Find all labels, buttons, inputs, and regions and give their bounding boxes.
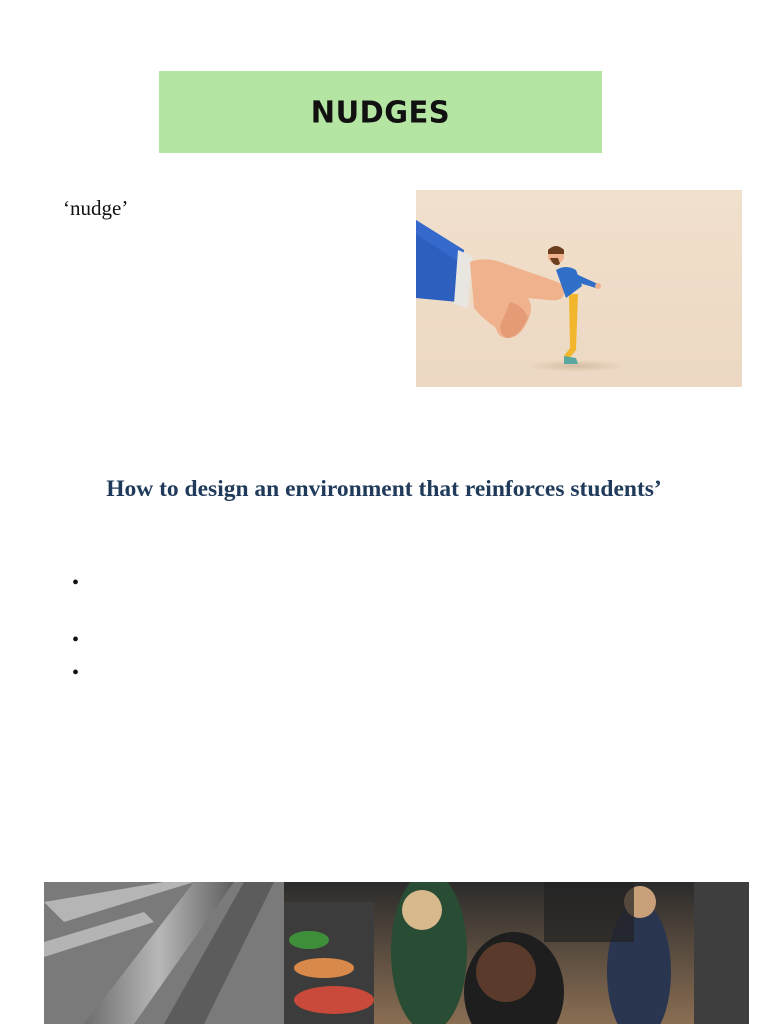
bullet-1: • xyxy=(72,572,80,594)
bullet-3: • xyxy=(72,662,80,684)
nudge-illustration xyxy=(416,190,742,387)
title-banner xyxy=(159,71,602,153)
term-label: ‘nudge’ xyxy=(63,196,129,220)
section-subheading: How to design an environment that reinforces students’ xyxy=(106,476,662,502)
page-title: NUDGES xyxy=(310,94,451,130)
cafeteria-photo xyxy=(44,882,749,1024)
bullet-2: • xyxy=(72,629,80,651)
